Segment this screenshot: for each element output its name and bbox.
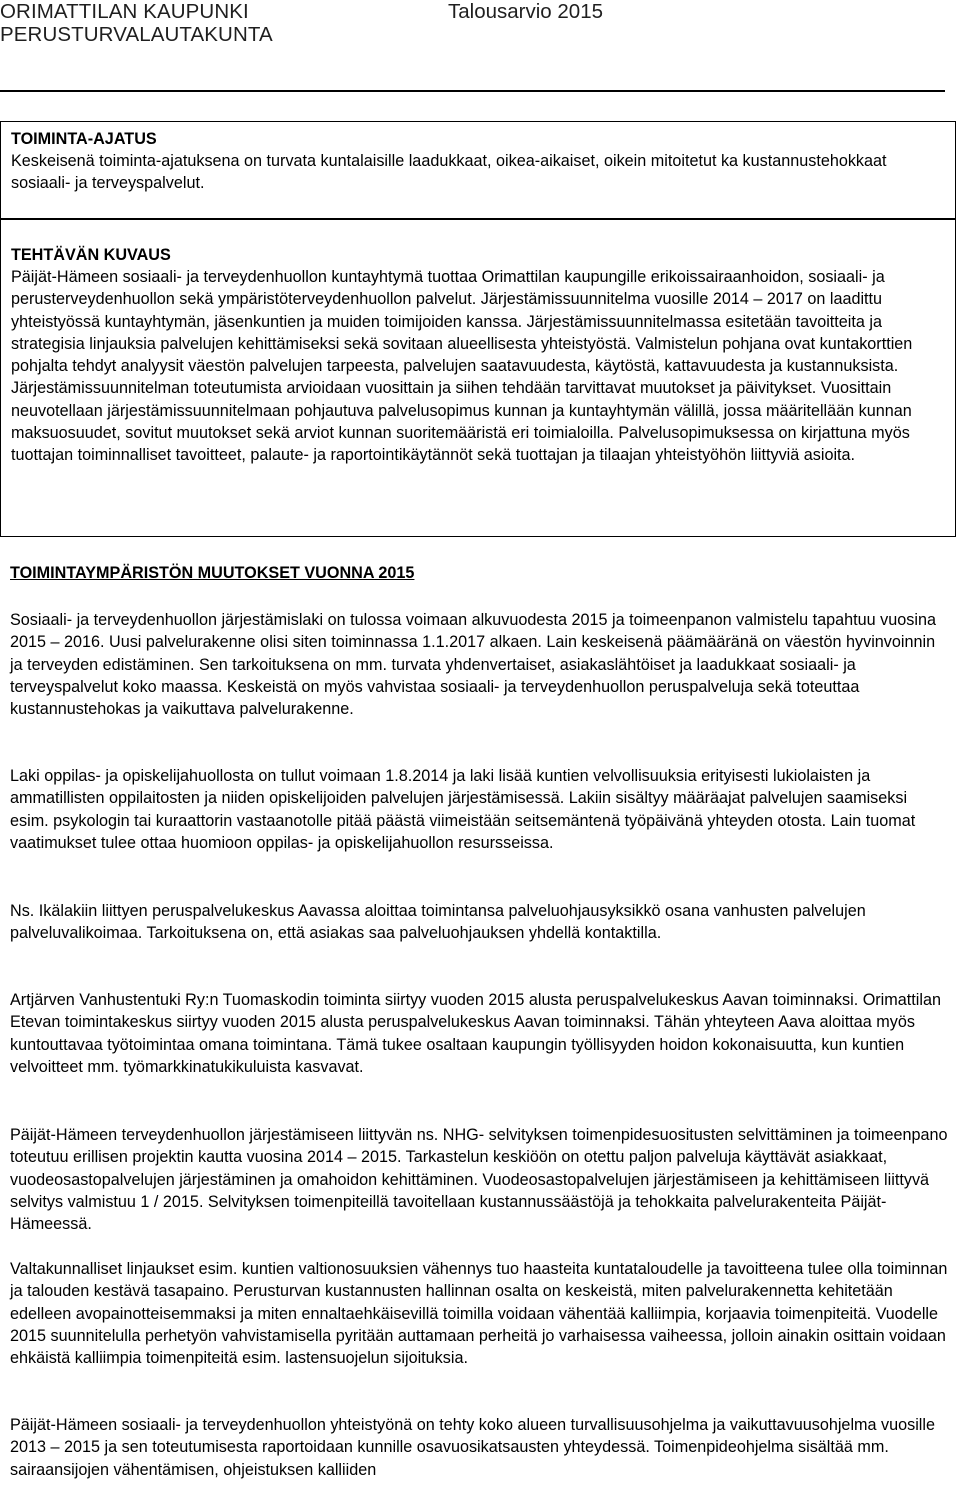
mission-box xyxy=(0,121,956,219)
changes-paragraph: Sosiaali- ja terveydenhuollon järjestämislaki on tulossa voimaan alkuvuodesta 2015 ja toimeenpanon valmistelu tapahtuu vuosina 2015 – 2016. Uusi palvelurakenne olisi siten toiminnassa 1.1.2017 alkaen. Lain keskeisenä päämääränä on väestön hyvinvoinnin ja terveyden edistäminen. Sen tarkoituksena on mm. turvata yhdenvertaiset, asiakaslähtöiset ja laadukkaat sosiaali- ja terveyspalvelut koko maassa. Keskeistä on myös vahvistaa sosiaali- ja terveydenhuollon peruspalveluja sekä toteuttaa kustannustehokas ja vaikuttava palvelurakenne. xyxy=(10,611,936,719)
task-body: Päijät-Hämeen sosiaali- ja terveydenhuollon kuntayhtymä tuottaa Orimattilan kaupungille erikoissairaanhoidon, sosiaali- ja perusterveydenhuollon sekä ympäristöterveydenhuollon palvelut. Järjestämissuunnitelma vuosille 2014 – 2017 on laadittu yhteistyössä kuntayhtymän, jäsenkuntien ja muiden toimijoiden kanssa. Järjestämissuunnitelmassa esitetään tavoitteita ja strategisia linjauksia palvelujen kehittämiseksi sekä sovitaan alueellisesta yhteistyöstä. Valmistelun pohjana ovat kuntakorttien pohjalta tehdyt analyysit väestön palvelujen tarpeesta, palvelujen saatavuudesta, käytöstä, kattavuudesta ja kustannuksista. Järjestämissuunnitelman toteutumista arvioidaan vuosittain ja siihen tehdään tarvittavat muutokset ja päivitykset. Vuosittain neuvotellaan järjestämissuunnitelmaan pohjautuva palvelusopimus kunnan ja kuntayhtymän välillä, jossa määritellään kunnan maksuosuudet, sovitut muutokset sekä arviot kunnan suoritemääristä eri toimialoilla. Palvelusopimuksessa on kirjattuna myös tuottajan toiminnalliset tavoitteet, palaute- ja raportointikäytännöt sekä tuottajan ja tilaajan yhteistyöhön liittyviä asioita. xyxy=(11,268,913,465)
changes-title: TOIMINTAYMPÄRISTÖN MUUTOKSET VUONNA 2015 xyxy=(10,564,415,582)
changes-paragraph: Ns. Ikälakiin liittyen peruspalvelukeskus Aavassa aloittaa toimintansa palveluohjausyksikkö osana vanhusten palvelujen palveluvalikoimaa. Tarkoituksena on, että asiakas saa palveluohjauksen yhdellä kontaktilla. xyxy=(10,902,866,943)
task-box xyxy=(0,219,956,537)
changes-paragraph: Laki oppilas- ja opiskelijahuollosta on tullut voimaan 1.8.2014 ja laki lisää kuntien velvollisuuksia erityisesti lukiolaisten ja ammatillisten oppilaitosten ja niiden opiskelijoiden palvelujen järjestämisessä. Lakiin sisältyy määräajat palvelujen saamiseksi esim. psykologin tai kuraattorin vastaanotolle pitää päästä viimeistään seitsemäntenä työpäivänä yhteyden otosta. Lain tuomat vaatimukset tulee ottaa huomioon oppilas- ja opiskelijahuollon resursseissa. xyxy=(10,767,916,852)
mission-body: Keskeisenä toiminta-ajatuksena on turvata kuntalaisille laadukkaat, oikea-aikaiset, oikein mitoitetut ka kustannustehokkaat sosiaali- ja terveyspalvelut. xyxy=(11,152,887,193)
changes-paragraph: Artjärven Vanhustentuki Ry:n Tuomaskodin toiminta siirtyy vuoden 2015 alusta peruspalvelukeskus Aavan toiminnaksi. Orimattilan Etevan toimintakeskus siirtyy vuoden 2015 alusta peruspalvelukeskus Aavan toiminnaksi. Tähän yhteyteen Aava aloittaa myös kuntouttavaa työtoimintaa omana toimintana. Tämä tukee osaltaan kaupungin työllisyyden hoidon kokonaisuutta, kun kuntien velvoitteet mm. työmarkkinatukikuluista kasvavat. xyxy=(10,991,941,1076)
document-title: Talousarvio 2015 xyxy=(448,0,603,23)
changes-paragraph: Valtakunnalliset linjaukset esim. kuntien valtionosuuksien vähennys tuo haasteita kuntataloudelle ja tavoitteena tulee olla toiminnan ja talouden kestävä tasapaino. Perusturvan kustannusten hallinnan osalta on keskeistä, miten palvelurakennetta kehitetään edelleen avopainotteisemmaksi ja miten ennaltaehkäisevillä toimilla voidaan vähentää kalliimpia, korjaavia toimenpiteitä. Vuodelle 2015 suunnitelulla perhetyön vahvistamisella pyritään auttamaan perheitä jo varhaisessa vaiheessa, jolloin ainakin osittain voidaan ehkäistä kalliimpia toimenpiteitä esim. lastensuojelun sijoituksia. xyxy=(10,1260,948,1368)
organization-name: ORIMATTILAN KAUPUNKI xyxy=(0,0,249,23)
changes-paragraph: Päijät-Hämeen terveydenhuollon järjestämiseen liittyvän ns. NHG- selvityksen toimenpidesuositusten selvittäminen ja toimeenpano toteutuu erillisen projektin kautta vuosina 2014 – 2015. Tarkastelun keskiöön on otettu paljon palveluja käyttävät asiakkaat, vuodeosastopalvelujen järjestäminen ja omahoidon kehittäminen. Vuodeosastopalvelujen järjestämiseen ja kehittämiseen liittyvä selvitys valmistuu 1 / 2015. Selvityksen toimenpiteillä tavoitellaan kustannussäästöjä ja tehokkaita palvelurakenteita Päijät-Hämeessä. xyxy=(10,1126,948,1234)
department-name: PERUSTURVALAUTAKUNTA xyxy=(0,23,273,46)
changes-paragraph-last: Päijät-Hämeen sosiaali- ja terveydenhuollon yhteistyönä on tehty koko alueen turvallisuusohjelma ja vaikuttavuusohjelma vuosille 2013 – 2015 ja sen toteutumisesta raportoidaan kunnille osavuosikatsausten yhteydessä. Toimenpideohjelma sisältää mm. sairaansijojen vähentämisen, ohjeistuksen kalliiden xyxy=(10,1416,936,1479)
task-title: TEHTÄVÄN KUVAUS xyxy=(11,246,171,264)
mission-title: TOIMINTA-AJATUS xyxy=(11,130,157,148)
page-header xyxy=(0,0,945,92)
